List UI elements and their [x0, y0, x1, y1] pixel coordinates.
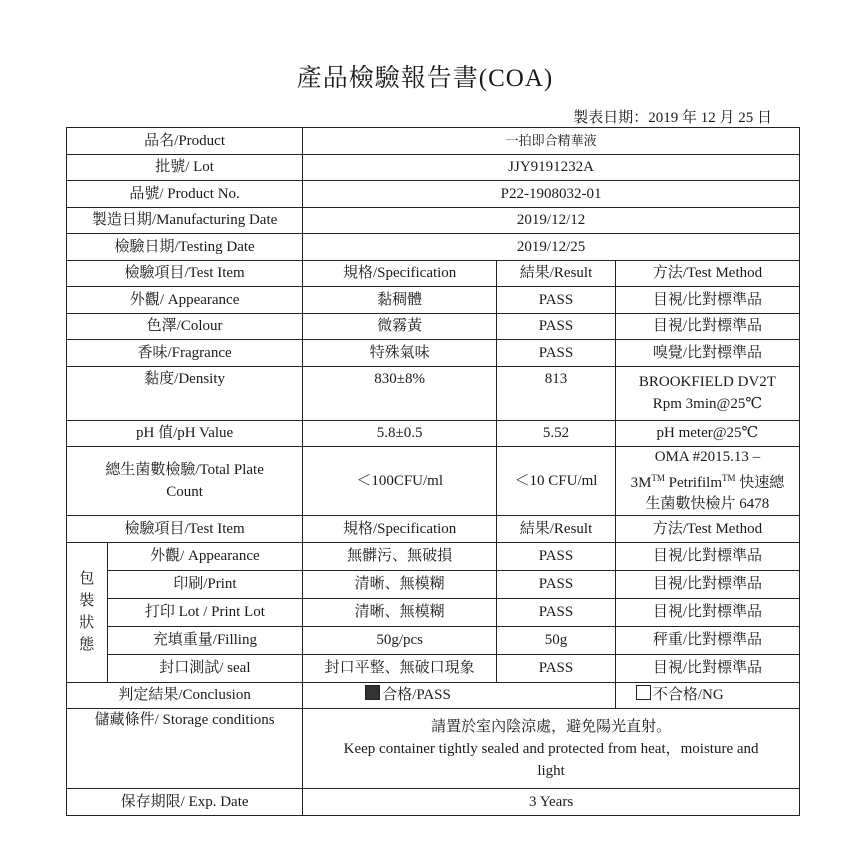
- test-spec: 特殊氣味: [303, 340, 497, 367]
- value-product-no: P22-1908032-01: [303, 181, 800, 208]
- storage-label: 儲藏條件/ Storage conditions: [67, 709, 303, 789]
- checked-box-icon: [365, 685, 380, 700]
- test-item: pH 值/pH Value: [67, 420, 303, 447]
- method-line: Rpm 3min@25℃: [652, 396, 763, 412]
- test-method: 嗅覺/比對標準品: [615, 340, 799, 367]
- packaging-item: 外觀/ Appearance: [107, 542, 303, 570]
- test-method: pH meter@25℃: [615, 420, 799, 447]
- header-result: 結果/Result: [497, 516, 616, 543]
- test-row-appearance: [67, 287, 800, 314]
- storage-row: [67, 709, 800, 789]
- test-item: 黏度/Density: [67, 366, 303, 420]
- conclusion-label: 判定結果/Conclusion: [67, 682, 303, 709]
- packaging-method: 目視/比對標準品: [615, 570, 799, 598]
- packaging-spec: 封口平整、無破口現象: [303, 654, 497, 682]
- test-result: PASS: [497, 313, 616, 340]
- ng-label: 不合格/NG: [652, 687, 724, 704]
- storage-line: light: [537, 762, 565, 779]
- value-product: 一拍即合精華液: [303, 128, 800, 155]
- packaging-row-appearance: [67, 542, 800, 570]
- packaging-row-print-lot: [67, 598, 800, 626]
- expiry-value: 3 Years: [303, 789, 800, 816]
- test-result: PASS: [497, 287, 616, 314]
- storage-line: Keep container tightly sealed and protected from heat，moisture and: [343, 740, 759, 757]
- label-product-no: 品號/ Product No.: [67, 181, 303, 208]
- test-result: ＜10 CFU/ml: [497, 447, 616, 516]
- method-line: BROOKFIELD DV2T: [638, 374, 776, 390]
- expiry-row: [67, 789, 800, 816]
- test-result: 5.52: [497, 420, 616, 447]
- conclusion-row: [67, 682, 800, 709]
- storage-line: 請置於室內陰涼處，避免陽光直射。: [431, 718, 672, 735]
- test-method: 目視/比對標準品: [615, 287, 799, 314]
- conclusion-pass: [303, 682, 616, 709]
- test-spec: ＜100CFU/ml: [303, 447, 497, 516]
- test-spec: 5.8±0.5: [303, 420, 497, 447]
- vertical-char: 狀: [79, 615, 95, 631]
- label-manufacturing-date: 製造日期/Manufacturing Date: [67, 207, 303, 234]
- test-row-ph: [67, 420, 800, 447]
- vertical-char: 包: [79, 571, 95, 587]
- value-manufacturing-date: 2019/12/12: [303, 207, 800, 234]
- header-item: 檢驗項目/Test Item: [67, 516, 303, 543]
- info-row-product: [67, 128, 800, 155]
- label-testing-date: 檢驗日期/Testing Date: [67, 234, 303, 261]
- method-line: OMA #2015.13 –: [654, 449, 761, 465]
- packaging-item: 充填重量/Filling: [107, 626, 303, 654]
- test-item: [67, 447, 303, 516]
- test-spec: 830±8%: [303, 366, 497, 420]
- packaging-row-filling: [67, 626, 800, 654]
- packaging-row-print: [67, 570, 800, 598]
- test-result: 813: [497, 366, 616, 420]
- packaging-spec: 50g/pcs: [303, 626, 497, 654]
- header-result: 結果/Result: [497, 260, 616, 287]
- method-line: 生菌數快檢片 6478: [645, 496, 770, 512]
- label-product: 品名/Product: [67, 128, 303, 155]
- header-item: 檢驗項目/Test Item: [67, 260, 303, 287]
- test-item: 色澤/Colour: [67, 313, 303, 340]
- test-row-fragrance: [67, 340, 800, 367]
- test-item: 香味/Fragrance: [67, 340, 303, 367]
- packaging-spec: 清晰、無模糊: [303, 598, 497, 626]
- info-row-product-no: [67, 181, 800, 208]
- packaging-result: PASS: [497, 570, 616, 598]
- method-text: Petrifilm: [664, 475, 722, 491]
- info-row-testing-date: [67, 234, 800, 261]
- info-row-manufacturing-date: [67, 207, 800, 234]
- method-text: 快速總: [735, 475, 785, 491]
- document-title: 產品檢驗報告書(COA): [296, 65, 554, 92]
- header-spec: 規格/Specification: [303, 260, 497, 287]
- item-line: 總生菌數檢驗/Total Plate: [105, 462, 264, 478]
- unchecked-box-icon: [636, 685, 651, 700]
- packaging-method: 目視/比對標準品: [615, 542, 799, 570]
- pass-label: 合格/PASS: [382, 687, 451, 704]
- packaging-row-seal: [67, 654, 800, 682]
- test-spec: 微霧黃: [303, 313, 497, 340]
- packaging-item: 打印 Lot / Print Lot: [107, 598, 303, 626]
- packaging-method: 目視/比對標準品: [615, 654, 799, 682]
- packaging-result: 50g: [497, 626, 616, 654]
- vertical-char: 裝: [79, 593, 95, 609]
- test-method: [615, 447, 799, 516]
- packaging-result: PASS: [497, 542, 616, 570]
- header-spec: 規格/Specification: [303, 516, 497, 543]
- packaging-result: PASS: [497, 654, 616, 682]
- test-method: [615, 366, 799, 420]
- trademark-mark: TM: [722, 473, 736, 483]
- test-result: PASS: [497, 340, 616, 367]
- label-lot: 批號/ Lot: [67, 154, 303, 181]
- packaging-header-row: [67, 516, 800, 543]
- info-row-lot: [67, 154, 800, 181]
- header-method: 方法/Test Method: [615, 516, 799, 543]
- packaging-method: 秤重/比對標準品: [615, 626, 799, 654]
- test-spec: 黏稠體: [303, 287, 497, 314]
- packaging-spec: 無髒污、無破損: [303, 542, 497, 570]
- test-method: 目視/比對標準品: [615, 313, 799, 340]
- packaging-result: PASS: [497, 598, 616, 626]
- method-line: [619, 468, 796, 494]
- conclusion-ng: [615, 682, 799, 709]
- packaging-spec: 清晰、無模糊: [303, 570, 497, 598]
- coa-table: [66, 127, 800, 816]
- packaging-item: 封口測試/ seal: [107, 654, 303, 682]
- test-item: 外觀/ Appearance: [67, 287, 303, 314]
- value-lot: JJY9191232A: [303, 154, 800, 181]
- packaging-status-label: [67, 542, 108, 682]
- header-method: 方法/Test Method: [615, 260, 799, 287]
- vertical-char: 態: [79, 637, 95, 653]
- method-text: 3M: [630, 475, 652, 491]
- test-row-colour: [67, 313, 800, 340]
- test-header-row: [67, 260, 800, 287]
- packaging-method: 目視/比對標準品: [615, 598, 799, 626]
- packaging-item: 印刷/Print: [107, 570, 303, 598]
- test-row-density: [67, 366, 800, 420]
- trademark-mark: TM: [651, 473, 665, 483]
- expiry-label: 保存期限/ Exp. Date: [67, 789, 303, 816]
- issue-date: 製表日期：2019 年 12 月 25 日: [573, 110, 772, 126]
- storage-value: [303, 709, 800, 789]
- test-row-total-plate-count: [67, 447, 800, 516]
- item-line: Count: [166, 484, 203, 500]
- value-testing-date: 2019/12/25: [303, 234, 800, 261]
